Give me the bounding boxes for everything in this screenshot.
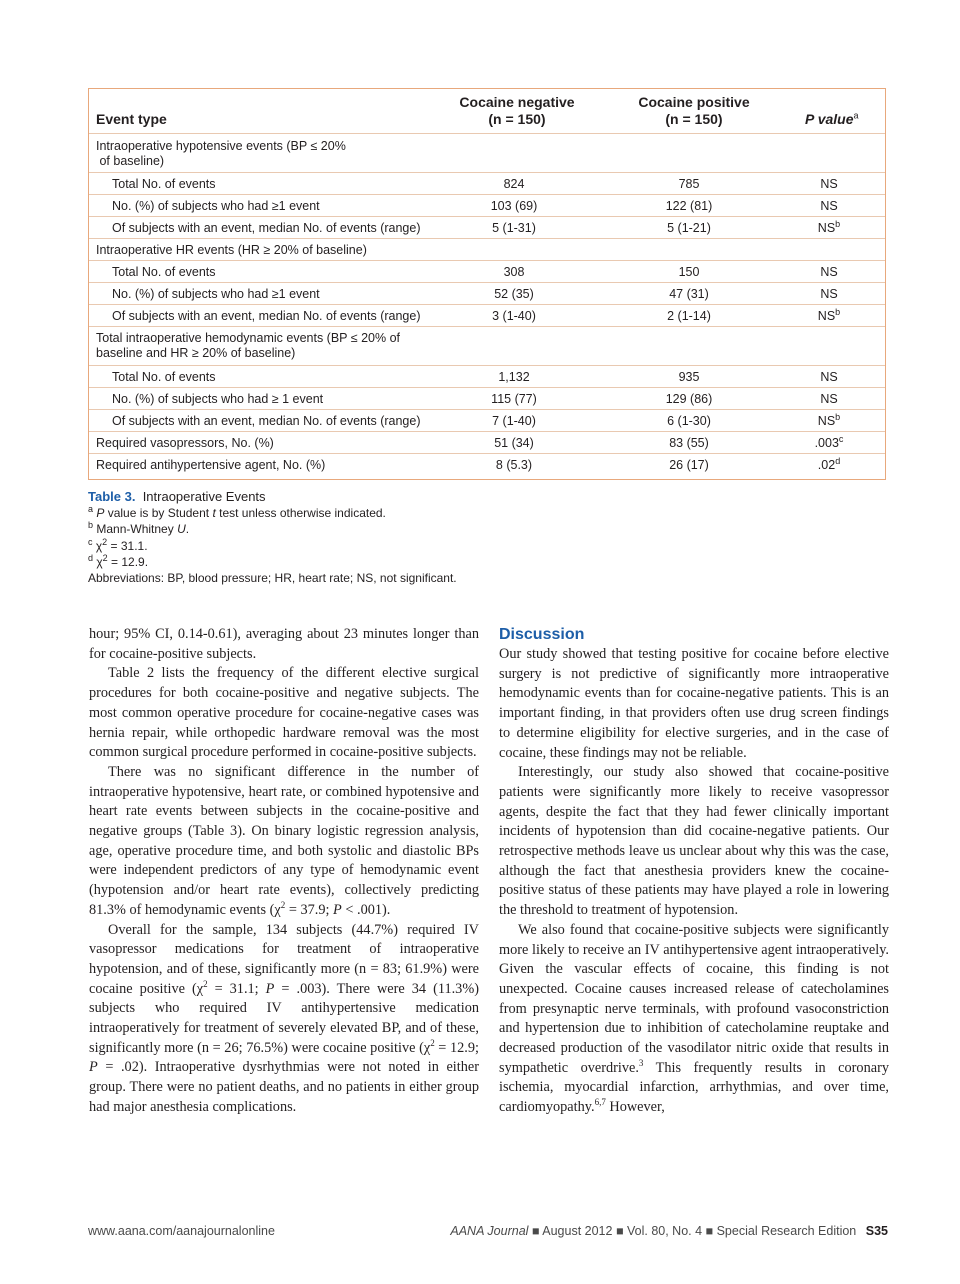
row-rule	[89, 172, 885, 173]
separator-icon: ■	[615, 1224, 624, 1238]
row-neg-value: 8 (5.3)	[495, 458, 533, 472]
row-label: Required vasopressors, No. (%)	[96, 436, 274, 450]
footnote-a: $^a$ P value is by Student t test unless otherwise indicated.	[88, 504, 386, 520]
row-rule	[89, 326, 885, 327]
row-p-value: NS	[820, 177, 838, 191]
row-p-value: $NS^b$	[817, 411, 841, 428]
row-neg-value: 1,132	[498, 370, 530, 384]
row-neg-value: 52 (35)	[494, 287, 534, 301]
header-pos-line2: (n = 150)	[665, 111, 723, 127]
footnote-d: $^d$ $\chi^2 = 12.9$.	[88, 552, 149, 569]
separator-icon: ■	[705, 1224, 714, 1238]
row-label: Total No. of events	[112, 177, 216, 191]
row-pos-value: 47 (31)	[669, 287, 709, 301]
abbreviations: Abbreviations: BP, blood pressure; HR, heart rate; NS, not significant.	[88, 571, 457, 586]
page-footer	[88, 1224, 888, 1242]
header-p-value-sup: a	[853, 110, 859, 121]
row-rule	[89, 282, 885, 283]
row-pos-value: 2 (1-14)	[667, 309, 711, 323]
header-p-value	[805, 111, 859, 128]
row-label: Total No. of events	[112, 265, 216, 279]
header-p-value-text: P value	[805, 111, 854, 127]
row-p-value: $NS^b$	[817, 306, 841, 323]
header-cocaine-positive	[611, 94, 777, 128]
paragraph: We also found that cocaine-positive subjects were significantly more likely to receive an IV antihypertensive agent intraoperatively. Given the vascular effects of cocaine, this finding is not unexpected. Cocaine causes increased release of catecholamines from presynaptic nerve terminals, with profound vasoconstriction and hypertension due to inhibition of catecholamine reuptake and decreased production of the vasodilator nitric oxide that results in sympathetic overdrive.$^3$ This frequently results in coronary ischemia, myocardial infarction, arrhythmias, and over time, cardiomyopathy.$^{6,7}$ However,	[499, 921, 889, 1116]
footer-journal: AANA Journal	[450, 1224, 529, 1238]
row-p-value: .02$^d$	[817, 455, 841, 472]
table-caption	[88, 488, 888, 586]
row-p-value: NS	[820, 287, 838, 301]
left-column	[89, 625, 479, 1118]
row-rule	[89, 194, 885, 195]
row-neg-value: 103 (69)	[490, 199, 538, 213]
row-pos-value: 129 (86)	[665, 392, 713, 406]
row-p-value: NS	[820, 392, 838, 406]
caption-title	[88, 488, 888, 505]
separator-icon: ■	[531, 1224, 540, 1238]
row-p-value: NS	[820, 199, 838, 213]
row-neg-value: 824	[503, 177, 525, 191]
footnote-c: $^c$ $\chi^2 = 31.1$.	[88, 536, 148, 553]
section-label: Intraoperative HR events (HR ≥ 20% of baseline)	[96, 243, 367, 257]
row-pos-value: 935	[678, 370, 700, 384]
row-rule	[89, 238, 885, 239]
row-p-value: NS	[820, 370, 838, 384]
row-pos-value: 83 (55)	[669, 436, 709, 450]
page-number: S35	[865, 1224, 888, 1238]
footer-volume: Vol. 80, No. 4	[627, 1224, 703, 1238]
section-label-line1: Intraoperative hypotensive events (BP ≤ 20%	[96, 139, 346, 153]
row-rule	[89, 387, 885, 388]
caption-title-text: Intraoperative Events	[142, 489, 266, 504]
footer-edition: Special Research Edition	[716, 1224, 857, 1238]
header-event-type: Event type	[96, 111, 167, 127]
right-column	[499, 625, 889, 1118]
footer-url[interactable]: www.aana.com/aanajournalonline	[88, 1224, 275, 1238]
footer-issue: August 2012	[542, 1224, 613, 1238]
paragraph: There was no significant difference in the number of intraoperative hypotensive, heart rate, or combined hypotensive and heart rate events between subjects in the cocaine-positive and negative groups (Table 3). On binary logistic regression analysis, age, operative procedure time, and both systolic and diastolic BPs were independent predictors of any type of hemodynamic event (hypotension and/or heart rate events), collectively predicting 81.3% of hemodynamic events ($\chi^2 = 37.9$; P < .001).	[89, 763, 479, 918]
row-label: No. (%) of subjects who had ≥1 event	[112, 287, 320, 301]
paragraph: hour; 95% CI, 0.14-0.61), averaging about 23 minutes longer than for cocaine-positive subjects.	[89, 626, 479, 662]
section-label-line1: Total intraoperative hemodynamic events (BP ≤ 20% of	[96, 331, 401, 345]
header-pos-line1: Cocaine positive	[638, 94, 750, 110]
paragraph: Overall for the sample, 134 subjects (44.7%) required IV vasopressor medications for treatment of intraoperative hypotension, and of these, significantly more (n = 83; 61.9%) were cocaine positive ($\chi^2 = 31.1$; P = .003). There were 34 (11.3%) subjects who required IV antihypertensive medication intraoperatively for treatment of severely elevated BP, and of these, significantly more (n = 26; 76.5%) were cocaine positive ($\chi^2 = 12.9$; P = .02). Intraoperative dysrhythmias were not noted in either group. There were no patient deaths, and no patients in either group had major anesthesia complications.	[89, 921, 479, 1115]
caption-label: Table 3.	[88, 489, 136, 504]
table-3	[88, 88, 886, 480]
row-neg-value: 308	[503, 265, 525, 279]
row-neg-value: 5 (1-31)	[492, 221, 536, 235]
row-p-value: NS	[820, 265, 838, 279]
row-label: Of subjects with an event, median No. of events (range)	[112, 414, 421, 428]
row-pos-value: 122 (81)	[665, 199, 713, 213]
row-neg-value: 51 (34)	[494, 436, 534, 450]
row-label: Total No. of events	[112, 370, 216, 384]
row-neg-value: 7 (1-40)	[492, 414, 536, 428]
footer-citation	[450, 1224, 888, 1238]
header-neg-line2: (n = 150)	[488, 111, 546, 127]
row-label: Of subjects with an event, median No. of events (range)	[112, 309, 421, 323]
row-rule	[89, 453, 885, 454]
header-cocaine-negative	[437, 94, 597, 128]
row-rule	[89, 260, 885, 261]
paragraph: Our study showed that testing positive for cocaine before elective surgery is not predictive of significantly more intraoperative hemodynamic events than for cocaine-negative patients. This is an important finding, in that providers often use drug screen findings to determine eligibility for elective surgeries, and in the case of cocaine, these findings may not be reliable.	[499, 646, 889, 761]
row-label: No. (%) of subjects who had ≥ 1 event	[112, 392, 324, 406]
header-rule	[89, 133, 885, 134]
paragraph: Interestingly, our study also showed that cocaine-positive patients were significantly more likely to receive vasopressor agents, despite the fact that they had fewer clinically important incidents of hypotension than did cocaine-negative patients. Our retrospective methods leave us unclear about why this was the case, although the fact that anesthesia providers knew the cocaine-positive status of these patients may have played a role in lowering the threshold to treatment of hypotension.	[499, 764, 889, 919]
row-pos-value: 5 (1-21)	[667, 221, 711, 235]
row-rule	[89, 304, 885, 305]
section-heading-discussion: Discussion	[499, 626, 585, 643]
row-p-value: $NS^b$	[817, 218, 841, 235]
footnote-b: $^b$ Mann-Whitney U.	[88, 520, 190, 537]
row-neg-value: 3 (1-40)	[492, 309, 536, 323]
section-label-line2: baseline and HR ≥ 20% of baseline)	[96, 346, 296, 360]
row-label: Required antihypertensive agent, No. (%)	[96, 458, 326, 472]
header-neg-line1: Cocaine negative	[459, 94, 575, 110]
row-label: Of subjects with an event, median No. of events (range)	[112, 221, 421, 235]
row-neg-value: 115 (77)	[491, 392, 537, 406]
row-pos-value: 785	[678, 177, 700, 191]
row-p-value: .003$^c$	[814, 433, 844, 450]
section-label-line2: of baseline)	[96, 154, 165, 168]
row-pos-value: 150	[678, 265, 700, 279]
row-rule	[89, 431, 885, 432]
row-rule	[89, 365, 885, 366]
row-rule	[89, 216, 885, 217]
paragraph: Table 2 lists the frequency of the different elective surgical procedures for both cocaine-positive and negative subjects. The most common operative procedure for cocaine-negative cases was hernia repair, while orthopedic hardware removal was the most common surgical procedure performed in cocaine-positive subjects.	[89, 665, 479, 761]
row-pos-value: 6 (1-30)	[667, 414, 711, 428]
row-label: No. (%) of subjects who had ≥1 event	[112, 199, 320, 213]
row-rule	[89, 409, 885, 410]
row-pos-value: 26 (17)	[669, 458, 709, 472]
